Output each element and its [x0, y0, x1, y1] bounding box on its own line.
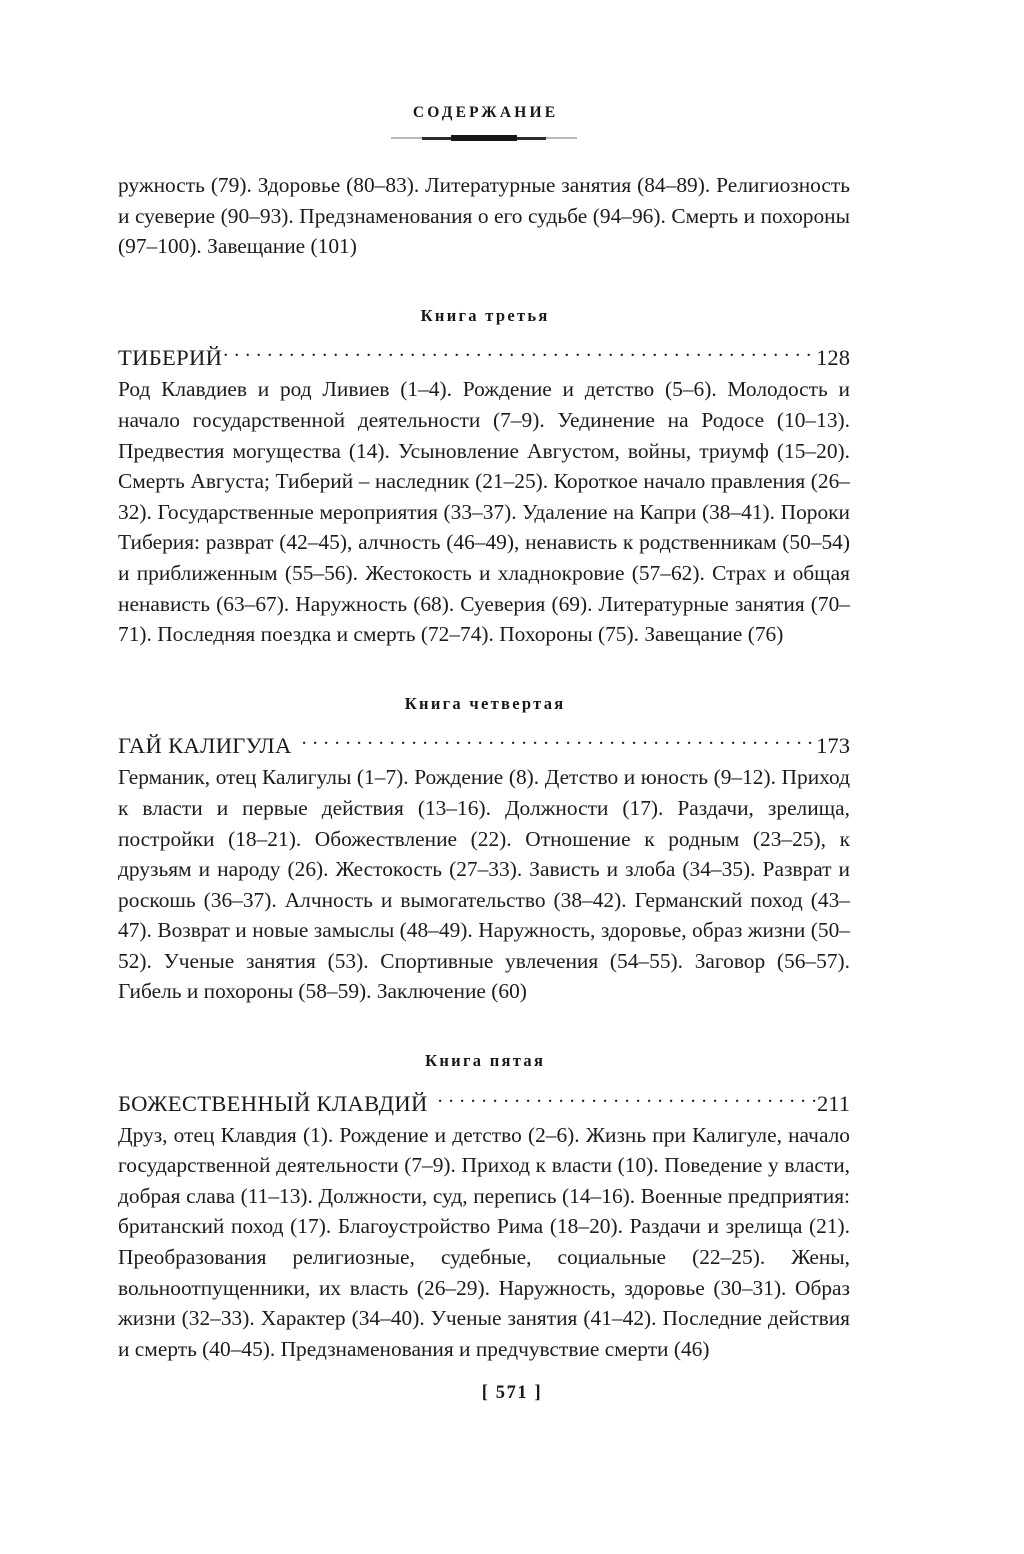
section-gap	[118, 1007, 850, 1051]
section-gap	[118, 1071, 850, 1088]
page-folio-number: [ 571 ]	[481, 1383, 543, 1403]
section-gap	[118, 326, 850, 343]
toc-entry-claudius[interactable]	[118, 1088, 850, 1119]
toc-entry-description: Германик, отец Калигулы (1–7). Рождение (8). Детство и юность (9–12). Приход к власти и первые действия (13–16). Должности (17). Раздачи, зрелища, постройки (18–21). Обожествление (22). Отношение к родным (23–25), к друзьям и народу (26). Жестокость (27–33). Зависть и злоба (34–35). Разврат и роскошь (36–37). Алчность и вымогательство (38–42). Германский поход (43–47). Возврат и новые замыслы (48–49). Наружность, здоровье, образ жизни (50–52). Ученые занятия (53). Спортивные увлечения (54–55). Заговор (56–57). Гибель и похороны (58–59). Заключение (60)	[118, 765, 850, 1004]
toc-entry-title: ГАЙ КАЛИГУЛА	[118, 733, 292, 759]
book-heading-3: Книга третья	[420, 305, 550, 325]
book-heading-5: Книга пятая	[425, 1051, 546, 1071]
toc-entry-page-number: 173	[816, 733, 850, 759]
toc-entry-tiberius[interactable]	[118, 343, 850, 374]
dot-leader	[223, 343, 815, 366]
rule-center-segment	[451, 135, 517, 141]
section-gap	[118, 262, 850, 306]
toc-entry-title: БОЖЕСТВЕННЫЙ КЛАВДИЙ	[118, 1090, 428, 1116]
toc-entry-caligula[interactable]	[118, 731, 850, 762]
toc-entry-title: ТИБЕРИЙ	[118, 345, 223, 371]
dot-leader	[302, 731, 815, 754]
toc-content	[118, 104, 850, 1364]
book-heading-4: Книга четвертая	[404, 693, 566, 713]
section-gap	[118, 650, 850, 694]
running-head-title: СОДЕРЖАНИЕ	[412, 104, 559, 121]
toc-entry-description: Друз, отец Клавдия (1). Рождение и детство (2–6). Жизнь при Калигуле, начало государственной деятельности (7–9). Приход к власти (10). Поведение у власти, добрая слава (11–13). Должности, суд, перепись (14–16). Военные предприятия: британский поход (17). Благоустройство Рима (18–20). Раздачи и зрелища (21). Преобразования религиозные, судебные, социальные (22–25). Жены, вольноотпущенники, их власть (26–29). Наружность, здоровье (30–31). Образ жизни (32–33). Характер (34–40). Ученые занятия (41–42). Последние действия и смерть (40–45). Предзнаменования и предчувствие смерти (46)	[118, 1122, 850, 1361]
continued-entry-description: ружность (79). Здоровье (80–83). Литературные занятия (84–89). Религиозность и суеверие (90–93). Предзнаменования о его судьбе (94–96). Смерть и похороны (97–100). Завещание (101)	[118, 173, 850, 259]
toc-entry-description: Род Клавдиев и род Ливиев (1–4). Рождение и детство (5–6). Молодость и начало государственной деятельности (7–9). Уединение на Родосе (10–13). Предвестия могущества (14). Усыновление Августом, войны, триумф (15–20). Смерть Августа; Тиберий – наследник (21–25). Короткое начало правления (26–32). Государственные мероприятия (33–37). Удаление на Капри (38–41). Пороки Тиберия: разврат (42–45), алчность (46–49), ненависть к родственникам (50–54) и приближенным (55–56). Жестокость и хладнокровие (57–62). Страх и общая ненависть (63–67). Наружность (68). Суеверия (69). Литературные занятия (70–71). Последняя поездка и смерть (72–74). Похороны (75). Завещание (76)	[118, 377, 850, 647]
section-gap	[118, 714, 850, 731]
header-decorative-rule	[391, 134, 577, 142]
dot-leader	[438, 1088, 816, 1111]
toc-entry-page-number: 128	[816, 345, 850, 371]
toc-entry-page-number: 211	[816, 1090, 850, 1116]
